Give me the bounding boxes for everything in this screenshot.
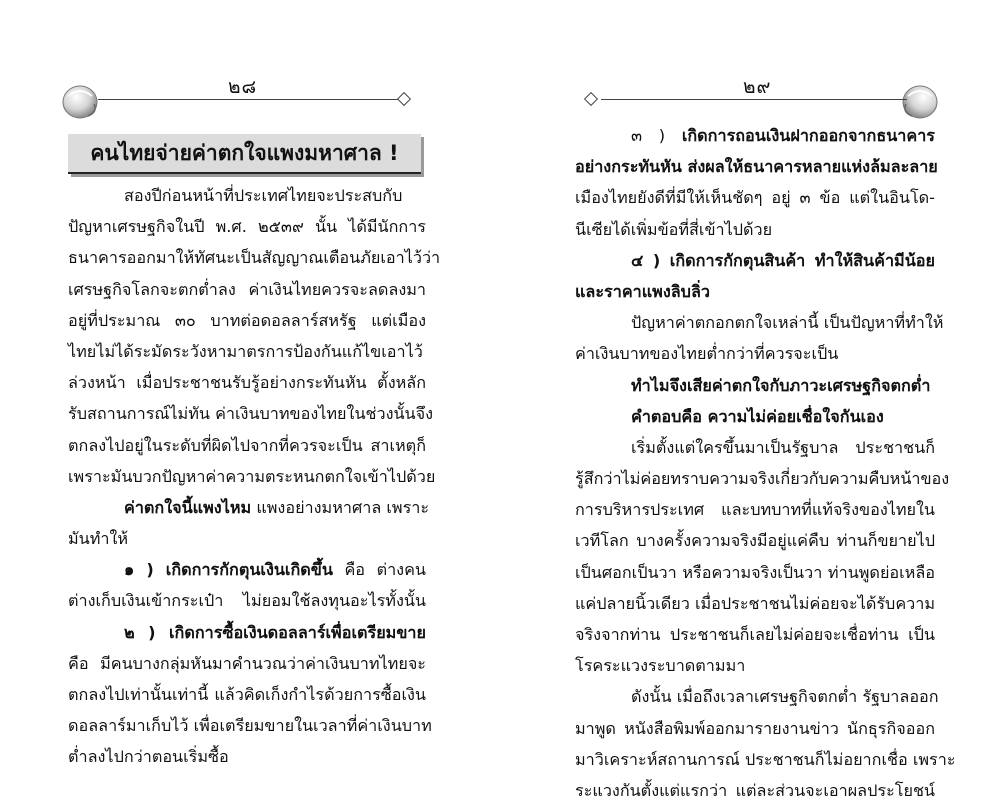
text-line: การบริหารประเทศ และบทบาทที่แท้จริงของไทยใน — [575, 500, 935, 520]
right-body-text — [575, 120, 956, 806]
right-page — [500, 0, 1000, 800]
page-corner-ornament-icon — [58, 82, 102, 122]
header-rule — [601, 99, 907, 100]
text-line: ค่าตกใจนี้แพงไหม แพงอย่างมหาศาล เพราะ — [124, 497, 430, 517]
text-line: ๔ ) เกิดการกักตุนสินค้า ทำให้สินค้ามีน้อย — [631, 250, 935, 270]
text-line: มาพูด หนังสือพิมพ์ออกมารายงานข่าว นักธุรกิจออก — [575, 718, 935, 738]
text-line: ๑ ) เกิดการกักตุนเงินเกิดขึ้น คือ ต่างคน — [124, 560, 426, 580]
text-line: ค่าเงินบาทของไทยต่ำกว่าที่ควรจะเป็น — [575, 344, 839, 364]
text-line: อยู่ที่ประมาณ ๓๐ บาทต่อดอลลาร์สหรัฐ แต่เมือง — [68, 310, 426, 330]
text-line: เพราะมันบวกปัญหาค่าความตระหนกตกใจเข้าไปด้วย — [68, 466, 436, 486]
text-line: นีเซียได้เพิ่มข้อที่สี่เข้าไปด้วย — [575, 219, 773, 239]
chapter-title-box — [68, 134, 421, 174]
text-line: โรคระแวงระบาดตามมา — [575, 656, 746, 676]
text-line: มาวิเคราะห์สถานการณ์ ประชาชนก็ไม่อยากเชื่อ เพราะ — [575, 749, 956, 769]
text-line: รู้สึกว่าไม่ค่อยทราบความจริงเกี่ยวกับความคืบหน้าของ — [575, 469, 950, 489]
text-line: ตกลงไปเท่านั้นเท่านี้ แล้วคิดเก็งกำไรด้วยการซื้อเงิน — [68, 685, 426, 704]
text-line: มันทำให้ — [68, 529, 129, 549]
text-line: เป็นศอกเป็นวา หรือความจริงเป็นวา ท่านพูดย่อเหลือ — [575, 562, 935, 582]
diamond-ornament-icon — [584, 92, 598, 106]
text-line: คือ มีคนบางกลุ่มหันมาคำนวณว่าค่าเงินบาทไทยจะ — [68, 653, 426, 673]
text-line: ต่างเก็บเงินเข้ากระเป๋า ไม่ยอมใช้ลงทุนอะไรทั้งนั้น — [68, 591, 426, 611]
text-line: ๓ ) เกิดการถอนเงินฝากออกจากธนาคาร — [631, 126, 935, 145]
text-line: ปัญหาเศรษฐกิจในปี พ.ศ. ๒๕๓๙ นั้น ได้มีนักการ — [68, 217, 426, 237]
text-line: ระแวงกันตั้งแต่แรกว่า แต่ละส่วนจะเอาผลประโยชน์ — [575, 780, 935, 800]
text-line: แค่ปลายนิ้วเดียว เมื่อประชาชนไม่ค่อยจะได้รับความ — [575, 593, 935, 613]
page-number: ๒๙ — [743, 76, 772, 98]
text-line: สองปีก่อนหน้าที่ประเทศไทยจะประสบกับ — [124, 186, 403, 205]
text-line: เริ่มตั้งแต่ใครขึ้นมาเป็นรัฐบาล ประชาชนก็ — [631, 437, 935, 457]
text-line: รับสถานการณ์ไม่ทัน ค่าเงินบาทของไทยในช่วงนั้นจึง — [68, 404, 434, 424]
text-line: จริงจากท่าน ประชาชนก็เลยไม่ค่อยจะเชื่อท่าน เป็น — [575, 625, 935, 644]
page-number: ๒๘ — [228, 76, 258, 98]
text-line: ล่วงหน้า เมื่อประชาชนรับรู้อย่างกระทันหัน ตั้งหลัก — [68, 373, 426, 393]
text-line: ดังนั้น เมื่อถึงเวลาเศรษฐกิจตกต่ำ รัฐบาลออก — [631, 687, 939, 707]
text-line: ปัญหาค่าตกอกตกใจเหล่านี้ เป็นปัญหาที่ทำให้ — [631, 313, 944, 333]
text-line: เมืองไทยยังดีที่มีให้เห็นชัดๆ อยู่ ๓ ข้อ แต่ในอินโด- — [575, 188, 935, 208]
text-line: ไทยไม่ได้ระมัดระวังหามาตรการป้องกันแก้ไขเอาไว้ — [68, 341, 423, 361]
text-line: เวทีโลก บางครั้งความจริงมีอยู่แค่คืบ ท่านก็ขยายไป — [575, 531, 935, 551]
text-line: ธนาคารออกมาให้ทัศนะเป็นสัญญาณเตือนภัยเอาไว้ว่า — [68, 248, 441, 268]
text-line: และราคาแพงลิบลิ่ว — [575, 281, 710, 301]
text-line: ๒ ) เกิดการซื้อเงินดอลลาร์เพื่อเตรียมขาย — [124, 622, 426, 642]
text-line: ดอลลาร์มาเก็บไว้ เพื่อเตรียมขายในเวลาที่ค่าเงินบาท — [68, 716, 432, 736]
text-line: ทำไมจึงเสียค่าตกใจกับภาวะเศรษฐกิจตกต่ำ — [631, 375, 931, 395]
text-line: เศรษฐกิจโลกจะตกต่ำลง ค่าเงินไทยควรจะลดลงมา — [68, 279, 426, 299]
text-line: อย่างกระทันหัน ส่งผลให้ธนาคารหลายแห่งล้มละลาย — [575, 157, 938, 177]
left-page — [0, 0, 500, 791]
header-rule — [98, 99, 398, 100]
left-body-text — [68, 180, 441, 773]
chapter-title: คนไทยจ่ายค่าตกใจแพงมหาศาล ! — [90, 140, 399, 165]
text-line: ตกลงไปอยู่ในระดับที่ผิดไปจากที่ควรจะเป็น สาเหตุก็ — [68, 435, 426, 455]
text-line: ต่ำลงไปกว่าตอนเริ่มซื้อ — [68, 747, 229, 767]
text-line: คำตอบคือ ความไม่ค่อยเชื่อใจกันเอง — [631, 406, 884, 426]
page-corner-ornament-icon — [898, 82, 942, 122]
diamond-ornament-icon — [397, 92, 411, 106]
